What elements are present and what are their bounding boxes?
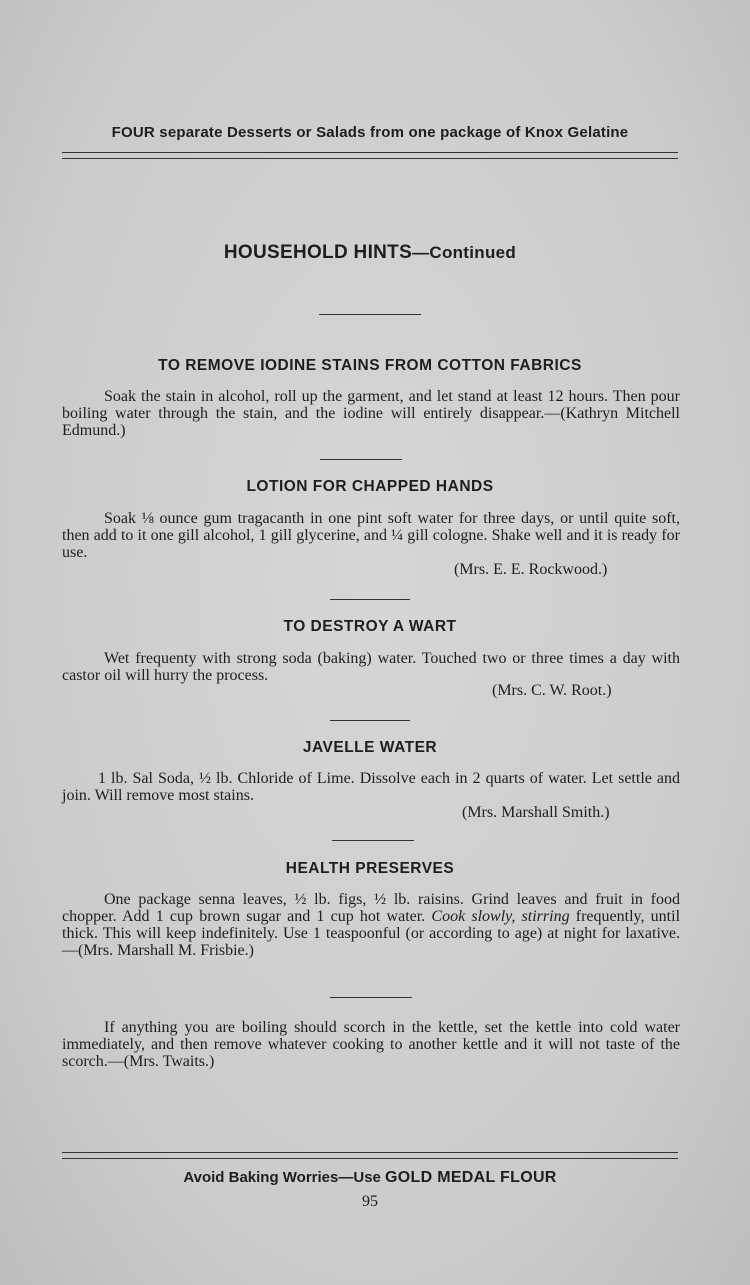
- signature-wart: (Mrs. C. W. Root.): [492, 682, 612, 699]
- section-heading-lotion: LOTION FOR CHAPPED HANDS: [246, 478, 494, 495]
- footer-brand: GOLD MEDAL FLOUR: [385, 1169, 557, 1186]
- title-main: HOUSEHOLD HINTS: [223, 242, 413, 263]
- section-heading-iodine: TO REMOVE IODINE STAINS FROM COTTON FABRICS: [158, 357, 582, 374]
- divider-rule: [330, 997, 412, 998]
- divider-rule: [319, 314, 421, 315]
- divider-rule: [320, 459, 402, 460]
- section-body-wart: Wet frequenty with strong soda (baking) water. Touched two or three times a day with castor oil will hurry the process.: [62, 650, 680, 684]
- header-double-rule: [62, 152, 678, 159]
- section-heading-javelle: JAVELLE WATER: [302, 739, 438, 756]
- section-heading-health: HEALTH PRESERVES: [285, 860, 455, 877]
- section-body-iodine: Soak the stain in alcohol, roll up the garment, and let stand at least 12 hours. Then pour boiling water through the stain, and the iodine will entirely disappear.—(Kathryn Mitchell Edmund.): [62, 388, 680, 439]
- running-head: FOUR separate Desserts or Salads from one package of Knox Gelatine: [111, 124, 629, 141]
- divider-rule: [332, 840, 414, 841]
- footer-double-rule: [62, 1152, 678, 1159]
- signature-lotion: (Mrs. E. E. Rockwood.): [454, 561, 608, 578]
- section-body-javelle: 1 lb. Sal Soda, ½ lb. Chloride of Lime. Dissolve each in 2 quarts of water. Let settle and join. Will remove most stains.: [62, 770, 680, 804]
- section-heading-wart: TO DESTROY A WART: [283, 618, 457, 635]
- divider-rule: [330, 720, 410, 721]
- title-suffix: —Continued: [412, 243, 517, 262]
- health-text-b: frequently, until thick. This will keep indefinitely. Use 1 teaspoonful (or according to age) at night for laxative.—(Mrs. Marshall M. Frisbie.): [62, 908, 681, 959]
- page-title: [62, 242, 678, 264]
- section-body-lotion: Soak ⅛ ounce gum tragacanth in one pint soft water for three days, or until quite soft, then add to it one gill alcohol, 1 gill glycerine, and ¼ gill cologne. Shake well and it is ready for use.: [62, 510, 680, 561]
- section-body-health: [62, 891, 680, 959]
- section-body-scorch: If anything you are boiling should scorch in the kettle, set the kettle into cold water immediately, and then remove whatever cooking to another kettle and it will not taste of the scorch.—(Mrs. Twaits.): [62, 1019, 680, 1070]
- health-text-italic: Cook slowly, stirring: [431, 908, 570, 925]
- health-text-a: One package senna leaves, ½ lb. figs, ½ lb. raisins. Grind leaves and fruit in food chopper. Add 1 cup brown sugar and 1 cup hot water.: [62, 891, 680, 925]
- footer-slogan: [62, 1169, 678, 1187]
- divider-rule: [330, 599, 410, 600]
- page-number: 95: [362, 1193, 378, 1210]
- footer-prefix: Avoid Baking Worries—Use: [183, 1169, 386, 1186]
- signature-javelle: (Mrs. Marshall Smith.): [462, 804, 610, 821]
